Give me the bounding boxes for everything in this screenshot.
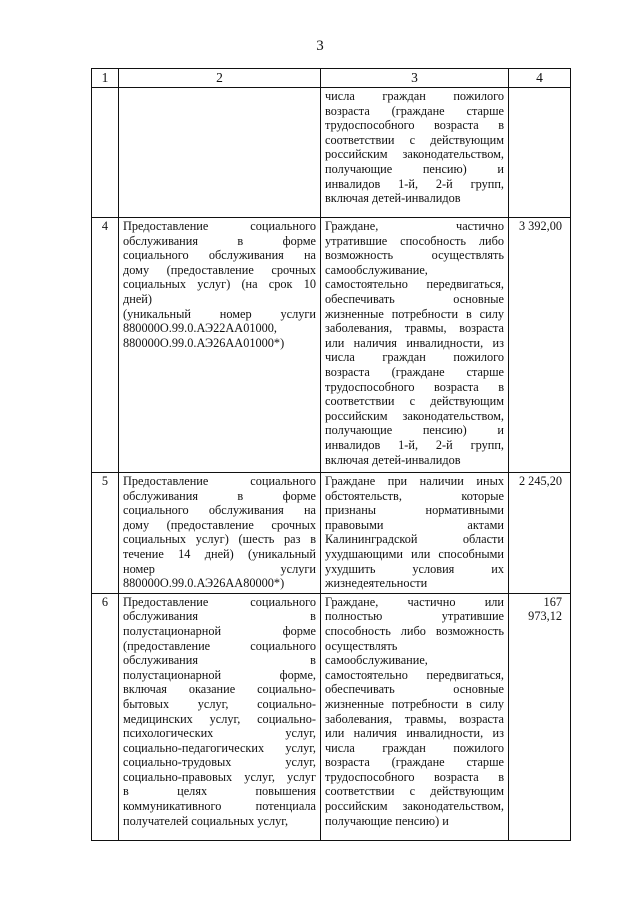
- cell-text-line: возраста (граждане старше: [325, 103, 504, 118]
- cell-text-line: (уникальный номер услуги: [123, 306, 316, 321]
- cell-text-line: обслуживания в: [123, 653, 316, 668]
- cell-text-line: российским законодательством,: [325, 408, 504, 423]
- cell-text-line: соответствии с действующим: [325, 394, 504, 409]
- cell-text-line: бытовых услуг, социально-: [123, 696, 316, 711]
- cell-text-line: дней): [123, 291, 152, 306]
- amount: 3 392,00: [509, 218, 571, 473]
- cell-text-line: обслуживания в форме: [123, 233, 316, 248]
- cell-text-line: получателей социальных услуг,: [123, 813, 289, 828]
- amount: 2 245,20: [509, 473, 571, 594]
- table-header-row: [92, 69, 571, 88]
- service-description: [119, 593, 321, 840]
- cell-text-line: получающие пенсию) и: [325, 423, 504, 438]
- cell-text-line: социального обслуживания на: [123, 503, 316, 518]
- cell-text-line: ухудшить условия их: [325, 561, 504, 576]
- row-number: [92, 88, 119, 218]
- cell-text-line: соответствии с действующим: [325, 132, 504, 147]
- table-row: [92, 88, 571, 218]
- cell-text-line: или наличия инвалидности, из: [325, 726, 504, 741]
- cell-text-line: самостоятельно передвигаться,: [325, 667, 504, 682]
- cell-text-line: социальных услуг) (на срок 10: [123, 277, 316, 292]
- header-col-3: 3: [321, 69, 509, 88]
- service-description: [119, 473, 321, 594]
- cell-text-line: психологических услуг,: [123, 726, 316, 741]
- service-description: [119, 218, 321, 473]
- cell-text-line: Предоставление социального: [123, 474, 316, 488]
- table-row: [92, 218, 571, 473]
- cell-text-line: утратившие способность либо: [325, 233, 504, 248]
- cell-text-line: социально-педагогических услуг,: [123, 740, 316, 755]
- cell-text-line: числа граждан пожилого: [325, 89, 504, 103]
- cell-text-line: возможность осуществлять: [325, 248, 504, 263]
- cell-text-line: обслуживания в: [123, 609, 316, 624]
- cell-text-line: обеспечивать основные: [325, 291, 504, 306]
- header-col-1: 1: [92, 69, 119, 88]
- services-table: [91, 68, 571, 841]
- cell-text-line: Предоставление социального: [123, 219, 316, 233]
- cell-text-line: Калининградской области: [325, 532, 504, 547]
- cell-text-line: числа граждан пожилого: [325, 350, 504, 365]
- cell-text-line: Граждане при наличии иных: [325, 474, 504, 488]
- row-number: 6: [92, 593, 119, 840]
- amount: 167 973,12: [509, 593, 571, 840]
- cell-text-line: медицинских услуг, социально-: [123, 711, 316, 726]
- cell-text-line: жизнедеятельности: [325, 576, 428, 591]
- recipients-description: [321, 473, 509, 594]
- cell-text-line: номер услуги: [123, 561, 316, 576]
- cell-text-line: социально-правовых услуг, услуг: [123, 769, 316, 784]
- cell-text-line: трудоспособного возраста в: [325, 769, 504, 784]
- cell-text-line: трудоспособного возраста в: [325, 118, 504, 133]
- cell-text-line: обслуживания в форме: [123, 488, 316, 503]
- cell-text-line: трудоспособного возраста в: [325, 379, 504, 394]
- cell-text-line: включая детей-инвалидов: [325, 452, 461, 467]
- cell-text-line: заболевания, травмы, возраста: [325, 321, 504, 336]
- cell-text-line: (предоставление социального: [123, 638, 316, 653]
- cell-text-line: возраста (граждане старше: [325, 364, 504, 379]
- cell-text-line: соответствии с действующим: [325, 784, 504, 799]
- cell-text-line: заболевания, травмы, возраста: [325, 711, 504, 726]
- cell-text-line: или наличия инвалидности, из: [325, 335, 504, 350]
- cell-text-line: включая оказание социально-: [123, 682, 316, 697]
- cell-text-line: способность либо возможность: [325, 623, 504, 638]
- cell-text-line: возраста (граждане старше: [325, 755, 504, 770]
- cell-text-line: получающие пенсию) и: [325, 161, 504, 176]
- cell-text-line: Граждане, частично: [325, 219, 504, 233]
- cell-text-line: жизненные потребности в силу: [325, 306, 504, 321]
- cell-text-line: жизненные потребности в силу: [325, 696, 504, 711]
- cell-text-line: течение 14 дней) (уникальный: [123, 546, 316, 561]
- cell-text-line: самообслуживание,: [325, 262, 428, 277]
- cell-text-line: 880000О.99.0.АЭ26АА01000*): [123, 335, 285, 350]
- page-number: 3: [316, 38, 324, 54]
- recipients-description: [321, 593, 509, 840]
- cell-text-line: социального обслуживания на: [123, 248, 316, 263]
- cell-text-line: включая детей-инвалидов: [325, 191, 461, 206]
- row-number: 5: [92, 473, 119, 594]
- cell-text-line: полностью утратившие: [325, 609, 504, 624]
- cell-text-line: российским законодательством,: [325, 147, 504, 162]
- cell-text-line: обстоятельств, которые: [325, 488, 504, 503]
- cell-text-line: Граждане, частично или: [325, 594, 504, 609]
- table-row: [92, 473, 571, 594]
- table-row: [92, 593, 571, 840]
- row-number: 4: [92, 218, 119, 473]
- cell-text-line: ухудшающими или способными: [325, 546, 504, 561]
- cell-text-line: социальных услуг) (шесть раз в: [123, 532, 316, 547]
- cell-text-line: самостоятельно передвигаться,: [325, 277, 504, 292]
- cell-text-line: самообслуживание,: [325, 653, 428, 668]
- cell-text-line: Предоставление социального: [123, 594, 316, 609]
- cell-text-line: 880000О.99.0.АЭ22АА01000,: [123, 321, 278, 336]
- cell-text-line: числа граждан пожилого: [325, 740, 504, 755]
- recipients-description: [321, 218, 509, 473]
- cell-text-line: обеспечивать основные: [325, 682, 504, 697]
- cell-text-line: коммуникативного потенциала: [123, 799, 316, 814]
- cell-text-line: получающие пенсию) и: [325, 813, 449, 828]
- service-description: [119, 88, 321, 218]
- header-col-4: 4: [509, 69, 571, 88]
- cell-text-line: в целях повышения: [123, 784, 316, 799]
- header-col-2: 2: [119, 69, 321, 88]
- cell-text-line: 880000О.99.0.АЭ26АА80000*): [123, 576, 285, 591]
- cell-text-line: признаны нормативными: [325, 503, 504, 518]
- cell-text-line: инвалидов 1-й, 2-й групп,: [325, 176, 504, 191]
- cell-text-line: социально-трудовых услуг,: [123, 755, 316, 770]
- amount: [509, 88, 571, 218]
- cell-text-line: полустационарной форме: [123, 623, 316, 638]
- cell-text-line: дому (предоставление срочных: [123, 517, 316, 532]
- cell-text-line: инвалидов 1-й, 2-й групп,: [325, 437, 504, 452]
- cell-text-line: российским законодательством,: [325, 799, 504, 814]
- cell-text-line: правовыми актами: [325, 517, 504, 532]
- recipients-description: [321, 88, 509, 218]
- cell-text-line: полустационарной форме,: [123, 667, 316, 682]
- cell-text-line: осуществлять: [325, 638, 398, 653]
- cell-text-line: дому (предоставление срочных: [123, 262, 316, 277]
